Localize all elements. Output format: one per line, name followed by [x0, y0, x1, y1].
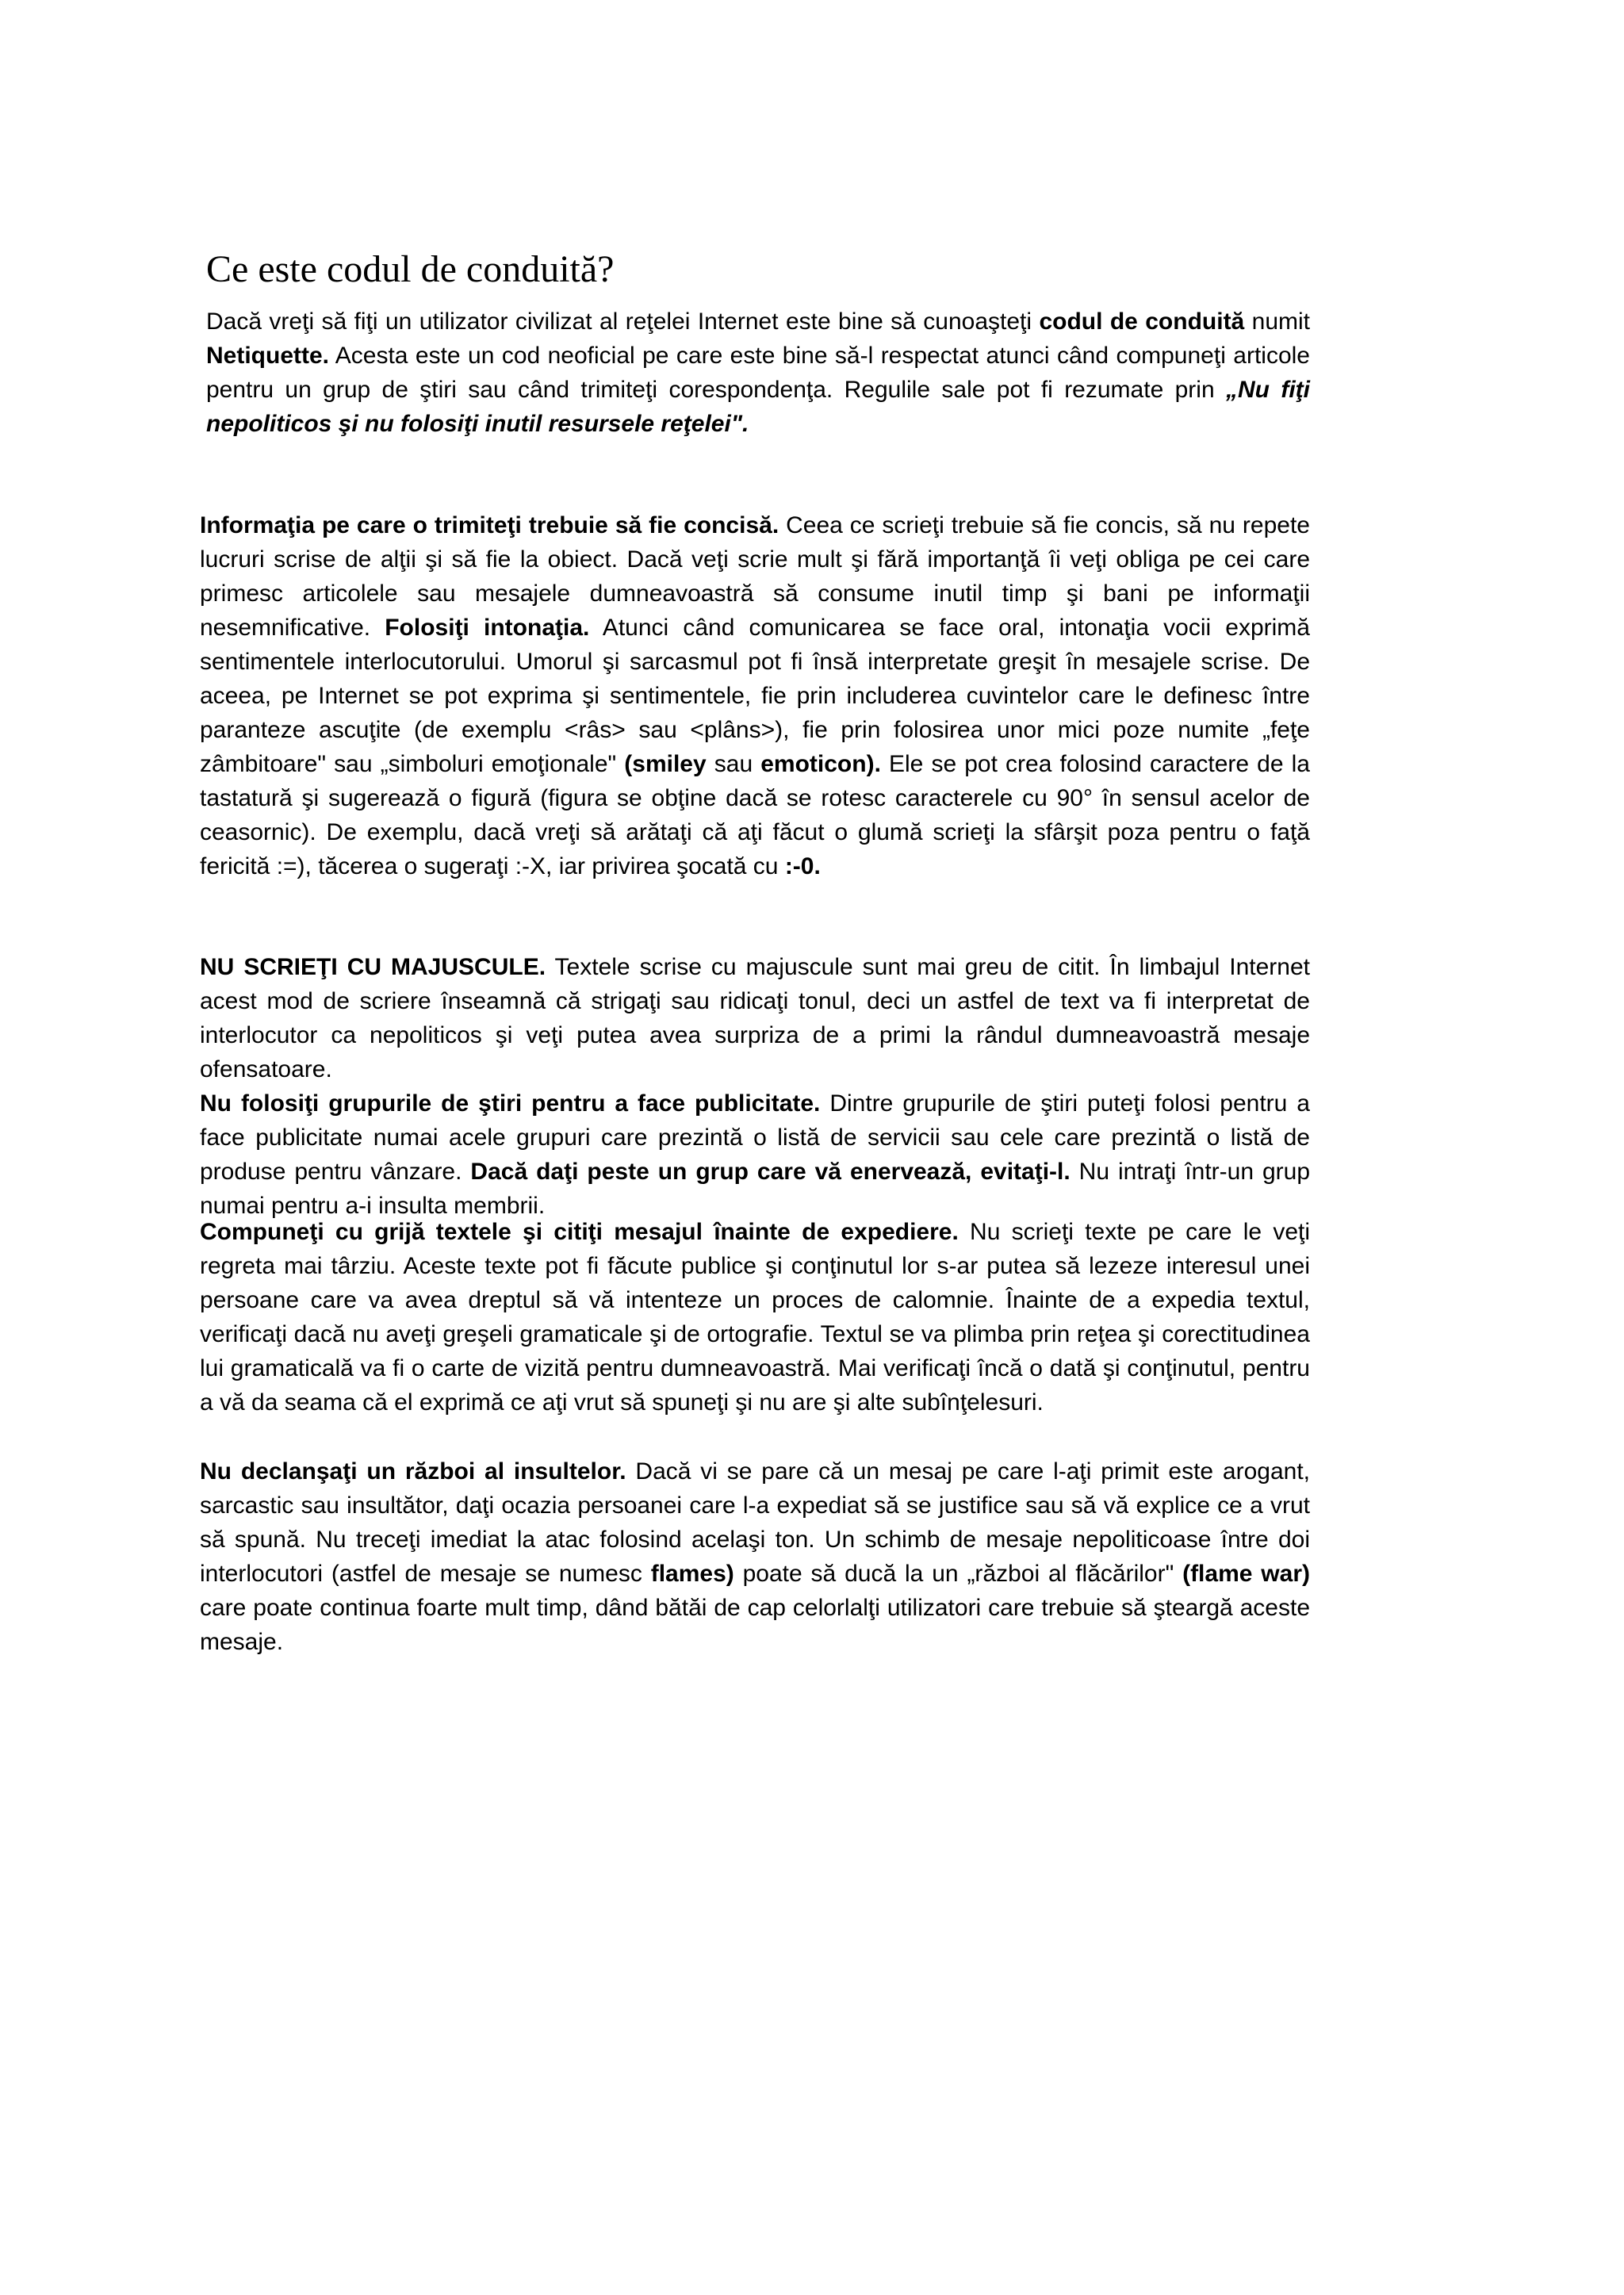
- text-run: Acesta este un cod neoficial pe care este bine să-l respectat atunci când compuneţi articole pentru un grup de ştiri sau când trimiteţi corespondenţa. Regulile sale pot fi rezumate prin: [206, 343, 1310, 403]
- bold-text-run: Nu folosiţi grupurile de ştiri pentru a face publicitate.: [200, 1090, 821, 1117]
- text-run: numit: [1244, 308, 1311, 335]
- text-run: Ceea ce scrieţi trebuie să fie concis, să nu repete lucruri scrise de alţii şi să fie la obiect. Dacă veţi scrie mult şi fără importanţă îi veţi obliga pe cei care primesc articolele sau mesajele dumneavoastră să consume inutil timp şi bani pe informaţii nesemnificative.: [200, 512, 1310, 641]
- paragraph-no-advertising: [200, 1086, 1310, 1223]
- bold-text-run: flames): [650, 1561, 734, 1587]
- paragraph-compose-carefully: [200, 1215, 1310, 1420]
- bold-text-run: Dacă daţi peste un grup care vă enervează, evitaţi-l.: [470, 1159, 1071, 1185]
- bold-text-run: Nu declanşaţi un război al insultelor.: [200, 1458, 626, 1485]
- paragraph-no-caps: [200, 950, 1310, 1086]
- bold-text-run: Netiquette.: [206, 343, 330, 369]
- bold-text-run: emoticon).: [760, 751, 881, 777]
- bold-italic-text-run: „Nu fiţi nepoliticos şi nu folosiţi inutil resursele reţelei".: [206, 377, 1310, 437]
- text-run: Nu scrieţi texte pe care le veţi regreta mai târziu. Aceste texte pot fi făcute publice şi conţinutul lor s-ar putea să lezeze interesul unei persoane care va avea dreptul să vă intenteze un proces de calomnie. Înainte de a expedia textul, verificaţi dacă nu aveţi greşeli gramaticale şi de ortografie. Textul se va plimba prin reţea şi corectitudinea lui gramaticală va fi o carte de vizită pentru dumneavoastră. Mai verificaţi încă o dată şi conţinutul, pentru a vă da seama că el exprimă ce aţi vrut să spuneţi şi nu are şi alte subînţelesuri.: [200, 1219, 1310, 1416]
- text-run: Nu intraţi într-un grup numai pentru a-i insulta membrii.: [200, 1159, 1311, 1219]
- bold-text-run: :-0.: [784, 853, 821, 879]
- bold-text-run: Folosiţi intonaţia.: [385, 615, 590, 641]
- bold-text-run: Compuneţi cu grijă textele şi citiţi mesajul înainte de expediere.: [200, 1219, 959, 1245]
- bold-text-run: NU SCRIEŢI CU MAJUSCULE.: [200, 954, 546, 980]
- document-title: Ce este codul de conduită?: [206, 248, 615, 290]
- paragraph-no-flame-war: [200, 1454, 1310, 1659]
- text-run: sau: [706, 751, 761, 777]
- bold-text-run: (smiley: [624, 751, 707, 777]
- bold-text-run: Informaţia pe care o trimiteţi trebuie să fie concisă.: [200, 512, 779, 538]
- text-run: Dacă vi se pare că un mesaj pe care l-aţi primit este arogant, sarcastic sau insultător, daţi ocazia persoanei care l-a expediat să se justifice sau să vă explice ce a vrut să spună. Nu treceţi imediat la atac folosind acelaşi ton. Un schimb de mesaje nepoliticoase între doi interlocutori (astfel de mesaje se numesc: [200, 1458, 1311, 1587]
- text-run: Dacă vreţi să fiţi un utilizator civilizat al reţelei Internet este bine să cunoaşteţi: [206, 308, 1040, 335]
- bold-text-run: (flame war): [1182, 1561, 1310, 1587]
- paragraph-concise-info: [200, 508, 1310, 883]
- text-run: Ele se pot crea folosind caractere de la tastatură şi sugerează o figură (figura se obţine dacă se rotesc caracterele cu 90° în sensul acelor de ceasornic). De exemplu, dacă vreţi să arătaţi că aţi făcut o glumă scrieţi la sfârşit poza pentru o faţă fericită :=), tăcerea o sugeraţi :-X, iar privirea şocată cu: [200, 751, 1310, 879]
- bold-text-run: codul de conduită: [1039, 308, 1245, 335]
- text-run: Dintre grupurile de ştiri puteţi folosi pentru a face publicitate numai acele grupuri care prezintă o listă de servicii sau cele care prezintă o listă de produse pentru vânzare.: [200, 1090, 1310, 1185]
- text-run: Atunci când comunicarea se face oral, intonaţia vocii exprimă sentimentele interlocutorului. Umorul şi sarcasmul pot fi însă interpretate greşit în mesajele scrise. De aceea, pe Internet se pot exprima şi sentimentele, fie prin includerea cuvintelor care le definesc între paranteze ascuţite (de exemplu <râs> sau <plâns>), fie prin folosirea unor mici poze numite „feţe zâmbitoare" sau „simboluri emoţionale": [200, 615, 1310, 777]
- text-run: care poate continua foarte mult timp, dând bătăi de cap celorlalţi utilizatori care trebuie să şteargă aceste mesaje.: [200, 1595, 1310, 1655]
- text-run: Textele scrise cu majuscule sunt mai greu de citit. În limbajul Internet acest mod de scriere înseamnă că strigaţi sau ridicaţi tonul, deci un astfel de text va fi interpretat de interlocutor ca nepoliticos şi veţi putea avea surpriza de a primi la rândul dumneavoastră mesaje ofensatoare.: [200, 954, 1310, 1082]
- paragraph-intro: [206, 305, 1310, 441]
- text-run: poate să ducă la un „război al flăcărilor": [733, 1561, 1183, 1587]
